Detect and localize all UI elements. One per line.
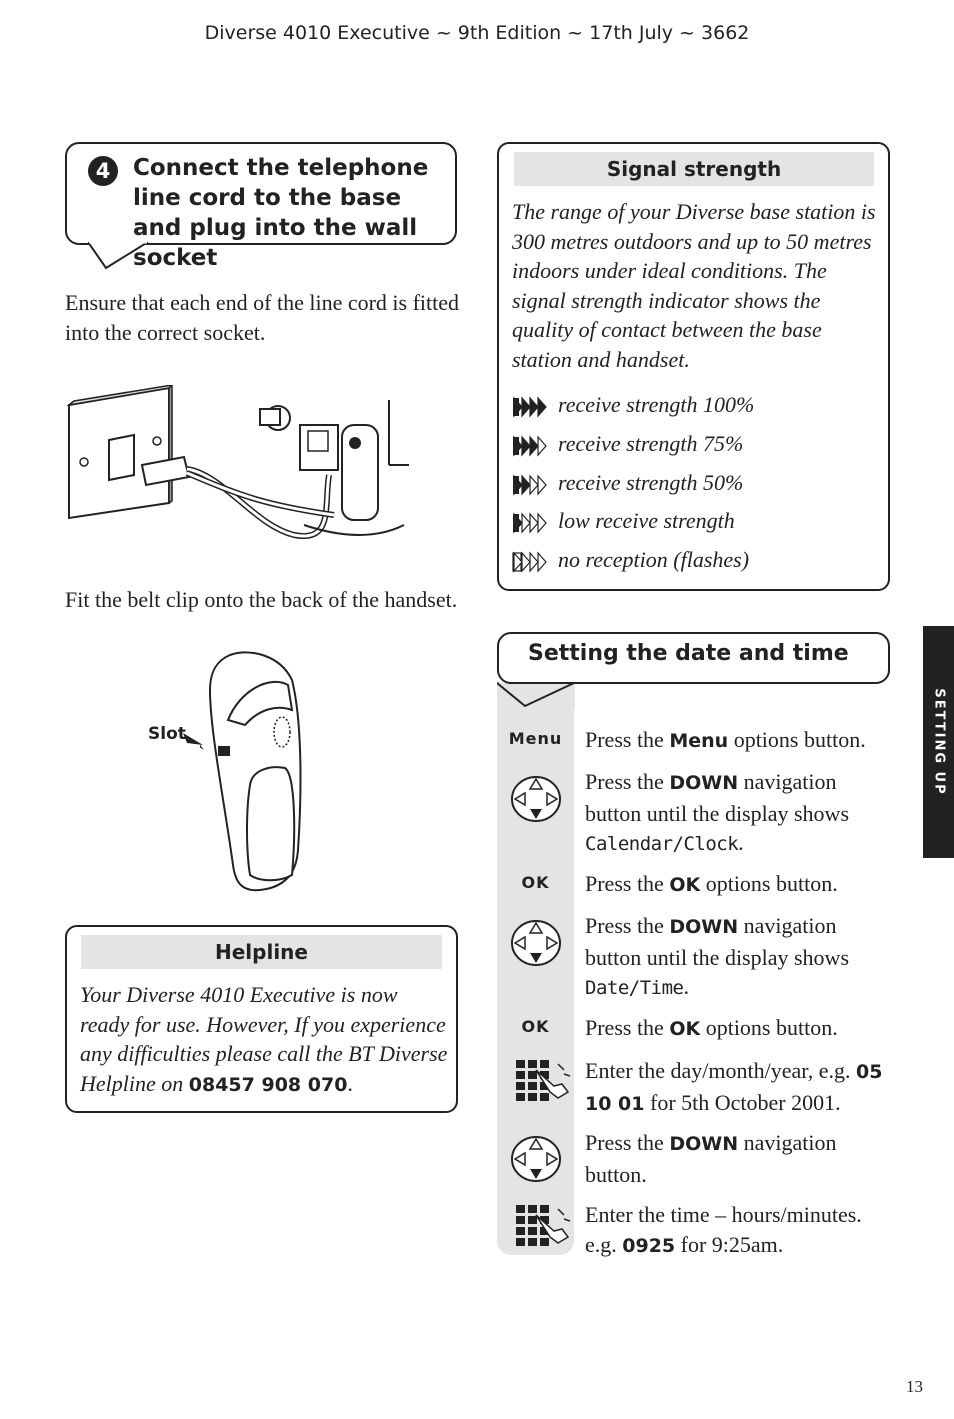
dt-step-6: Enter the day/month/year, e.g. 05 10 01 for 5th October 2001. xyxy=(585,1058,883,1115)
signal-level-label: no reception (flashes) xyxy=(558,547,750,572)
helpline-suffix: . xyxy=(347,1070,353,1096)
step-title: Connect the telephone line cord to the base and plug into the wall socket xyxy=(133,155,429,271)
menu-key-label: Menu xyxy=(508,729,563,748)
dt-step-5: Press the OK options button. xyxy=(585,1015,838,1040)
dt-title: Setting the date and time xyxy=(528,641,849,666)
section-side-tab xyxy=(923,626,954,858)
side-tab-label: SETTING UP xyxy=(931,688,946,796)
slot-label: Slot xyxy=(148,724,186,744)
signal-level-label: receive strength 100% xyxy=(558,392,755,417)
nav-down-icon xyxy=(510,1133,562,1185)
signal-level-label: receive strength 75% xyxy=(558,431,744,456)
wall-socket-illustration xyxy=(64,385,414,555)
dt-step-8: Enter the time – hours/minutes. e.g. 0925 for 9:25am. xyxy=(585,1202,862,1257)
dt-step-4: Press the DOWN navigation button until the display shows Date/Time. xyxy=(585,913,849,999)
page-number: 13 xyxy=(906,1377,923,1396)
helpline-heading: Helpline xyxy=(81,935,442,969)
keypad-icon xyxy=(514,1203,570,1247)
helpline-body: Your Diverse 4010 Executive is now ready for use. However, If you experience any difficulties please call the BT Diverse Helpline on xyxy=(80,982,448,1096)
signal-level-label: receive strength 50% xyxy=(558,470,744,495)
signal-strength-icon xyxy=(512,435,552,457)
keypad-icon xyxy=(514,1058,570,1102)
signal-level-label: low receive strength xyxy=(558,508,735,533)
dt-step-1: Press the Menu options button. xyxy=(585,727,866,752)
dt-step-3: Press the OK options button. xyxy=(585,871,838,896)
dt-step-2: Press the DOWN navigation button until the display shows Calendar/Clock. xyxy=(585,769,849,855)
dt-pointer-overlay xyxy=(497,681,575,709)
helpline-number: 08457 908 070 xyxy=(188,1073,348,1096)
slot-arrow-icon xyxy=(183,731,208,751)
belt-clip-text: Fit the belt clip onto the back of the handset. xyxy=(65,587,458,612)
nav-down-icon xyxy=(510,917,562,969)
signal-text: The range of your Diverse base station is 300 metres outdoors and up to 50 metres indoors under ideal conditions. The signal strength indicator shows the quality of contact between the base station and handset. xyxy=(512,199,876,372)
helpline-text xyxy=(80,980,448,1100)
nav-down-icon xyxy=(510,773,562,825)
signal-strength-icon xyxy=(512,396,552,418)
signal-strength-icon xyxy=(512,474,552,496)
signal-heading: Signal strength xyxy=(514,152,874,186)
handset-illustration xyxy=(200,650,310,895)
ok-key-label-1: OK xyxy=(521,873,550,892)
ok-key-label-2: OK xyxy=(521,1017,550,1036)
dt-step-7: Press the DOWN navigation button. xyxy=(585,1130,837,1187)
page-header: Diverse 4010 Executive ~ 9th Edition ~ 17th July ~ 3662 xyxy=(204,22,750,44)
step-number-badge: 4 xyxy=(88,156,118,186)
signal-strength-icon xyxy=(512,512,552,534)
signal-strength-icon xyxy=(512,551,552,573)
line-cord-text: Ensure that each end of the line cord is fitted into the correct socket. xyxy=(65,290,460,345)
